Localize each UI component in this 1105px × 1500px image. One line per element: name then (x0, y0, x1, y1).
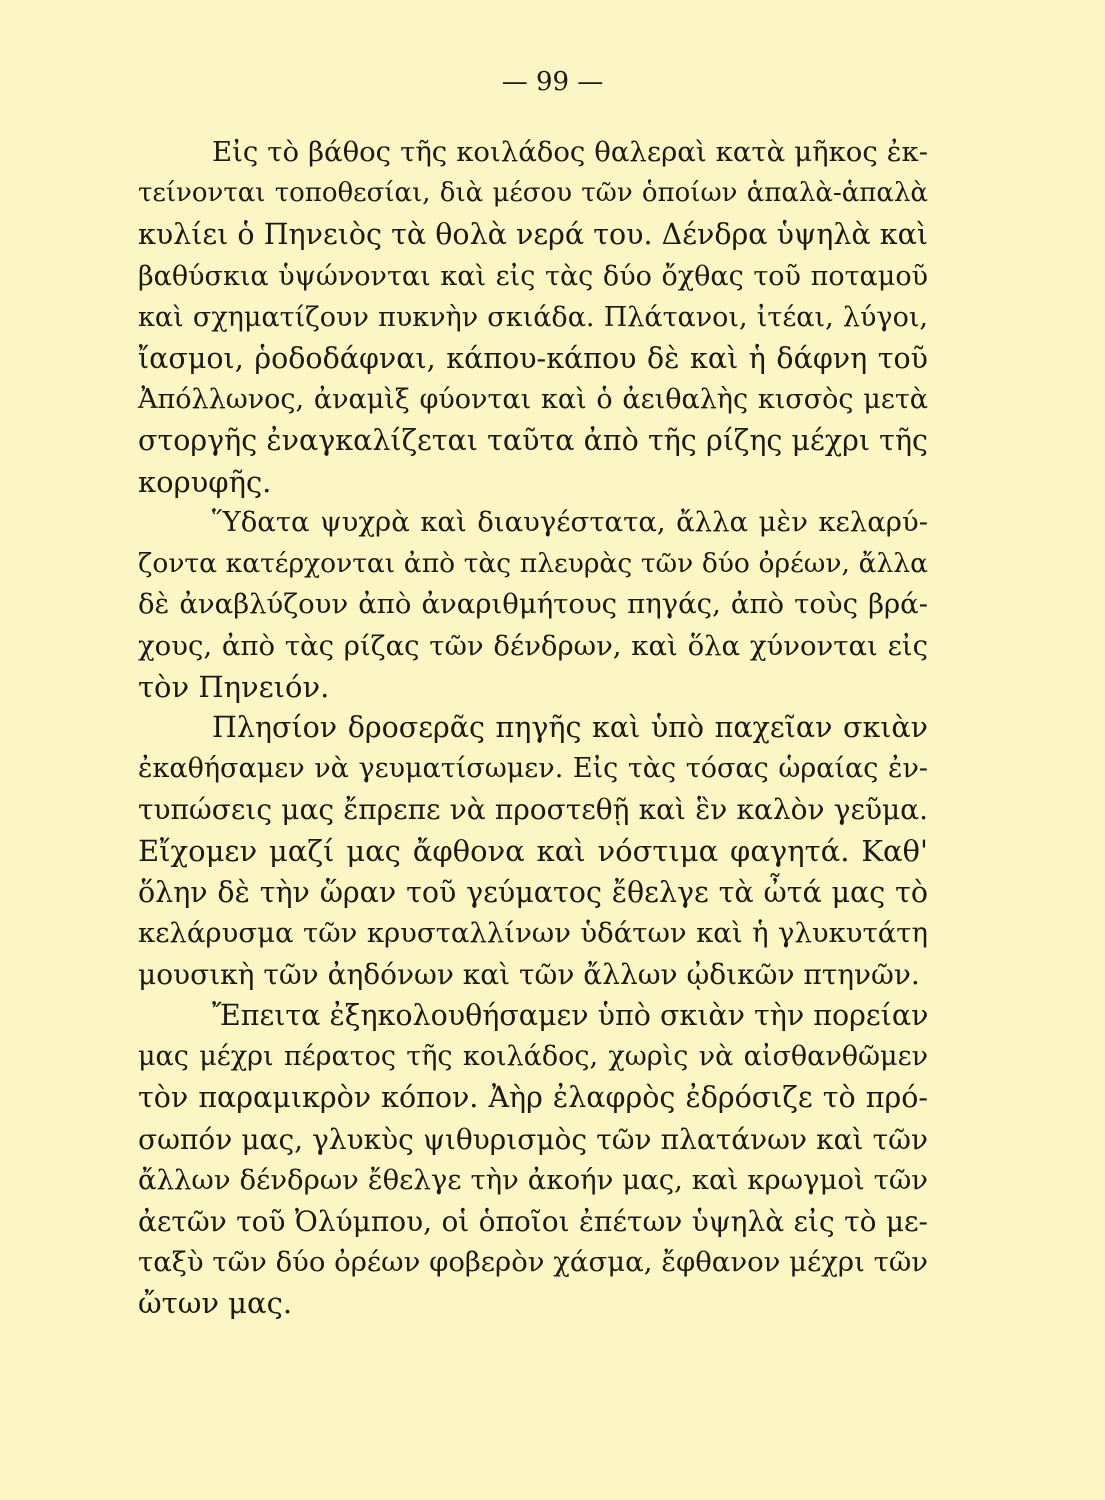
text-line: κορυφῆς. (138, 464, 272, 499)
text-line: κελάρυσμα τῶν κρυσταλλίνων ὑδάτων καὶ ἡ γλυκυτάτη (138, 916, 928, 949)
text-line: ὅλην δὲ τὴν ὥραν τοῦ γεύματος ἔθελγε τὰ ὦτά μας τὸ (138, 875, 928, 909)
text-line: Πλησίον δροσερᾶς πηγῆς καὶ ὑπὸ παχεῖαν σκιὰν (212, 711, 928, 744)
text-line: βαθύσκια ὑψώνονται καὶ εἰς τὰς δύο ὄχθας τοῦ ποταμοῦ (138, 260, 928, 292)
text-line: σωπόν μας, γλυκὺς ψιθυρισμὸς τῶν πλατάνων καὶ τῶν (138, 1122, 928, 1156)
text-line: Ὕδατα ψυχρὰ καὶ διαυγέστατα, ἄλλα μὲν κελαρύ- (212, 506, 928, 538)
text-line: ὤτων μας. (138, 1286, 293, 1321)
text-line: Ἀπόλλωνος, ἀναμὶξ φύονται καὶ ὁ ἀειθαλὴς κισσὸς μετὰ (138, 384, 928, 416)
text-line: τὸν Πηνειόν. (138, 669, 330, 704)
text-line: κυλίει ὁ Πηνειὸς τὰ θολὰ νερά του. Δένδρα ὑψηλὰ καὶ (138, 218, 928, 252)
paragraph-waters (138, 502, 928, 708)
text-line: τείνονται τοποθεσίαι, διὰ μέσου τῶν ὁποίων ἁπαλὰ-ἁπαλὰ (138, 178, 928, 209)
text-line: Ἔπειτα ἐξηκολουθήσαμεν ὑπὸ σκιὰν τὴν πορείαν (212, 999, 929, 1032)
text-line: χους, ἀπὸ τὰς ρίζας τῶν δένδρων, καὶ ὅλα χύνονται εἰς (138, 629, 928, 662)
text-line: Εἴχομεν μαζί μας ἄφθονα καὶ νόστιμα φαγητά. Καθ' (138, 833, 928, 868)
page-number: — 99 — (501, 67, 604, 97)
text-line: ἀετῶν τοῦ Ὀλύμπου, οἱ ὁποῖοι ἐπέτων ὑψηλὰ εἰς τὸ με- (138, 1204, 928, 1238)
paragraph-valley-description (138, 132, 928, 503)
text-line: ταξὺ τῶν δύο ὀρέων φοβερὸν χάσμα, ἔφθανον μέχρι τῶν (138, 1246, 928, 1279)
text-line: ἄλλων δένδρων ἔθελγε τὴν ἀκοήν μας, καὶ κρωγμοὶ τῶν (138, 1163, 928, 1196)
text-line: δὲ ἀναβλύζουν ἀπὸ ἀναριθμήτους πηγάς, ἀπὸ τοὺς βρά- (138, 588, 928, 621)
text-line: τὸν παραμικρὸν κόπον. Ἀὴρ ἐλαφρὸς ἐδρόσιζε τὸ πρό- (138, 1081, 928, 1115)
text-line: Εἰς τὸ βάθος τῆς κοιλάδος θαλεραὶ κατὰ μῆκος ἐκ- (212, 136, 928, 168)
text-line: μουσικὴ τῶν ἀηδόνων καὶ τῶν ἄλλων ᾠδικῶν πτηνῶν. (138, 958, 920, 992)
text-line: ζοντα κατέρχονται ἀπὸ τὰς πλευρὰς τῶν δύο ὀρέων, ἄλλα (138, 548, 928, 580)
text-line: ἐκαθήσαμεν νὰ γευματίσωμεν. Εἰς τὰς τόσας ὡραίας ἐν- (138, 753, 928, 785)
paragraph-journey (138, 995, 928, 1325)
text-line: τυπώσεις μας ἔπρεπε νὰ προστεθῇ καὶ ἓν καλὸν γεῦμα. (138, 793, 928, 827)
text-line: καὶ σχηματίζουν πυκνὴν σκιάδα. Πλάτανοι, ἰτέαι, λύγοι, (138, 301, 928, 333)
text-line: στοργῆς ἐναγκαλίζεται ταῦτα ἀπὸ τῆς ρίζης μέχρι τῆς (138, 424, 928, 458)
paragraph-meal (138, 707, 928, 995)
text-line: ἴασμοι, ῥοδοδάφναι, κάπου-κάπου δὲ καὶ ἡ δάφνη τοῦ (138, 341, 928, 375)
text-line: μας μέχρι πέρατος τῆς κοιλάδος, χωρὶς νὰ αἰσθανθῶμεν (138, 1041, 928, 1073)
